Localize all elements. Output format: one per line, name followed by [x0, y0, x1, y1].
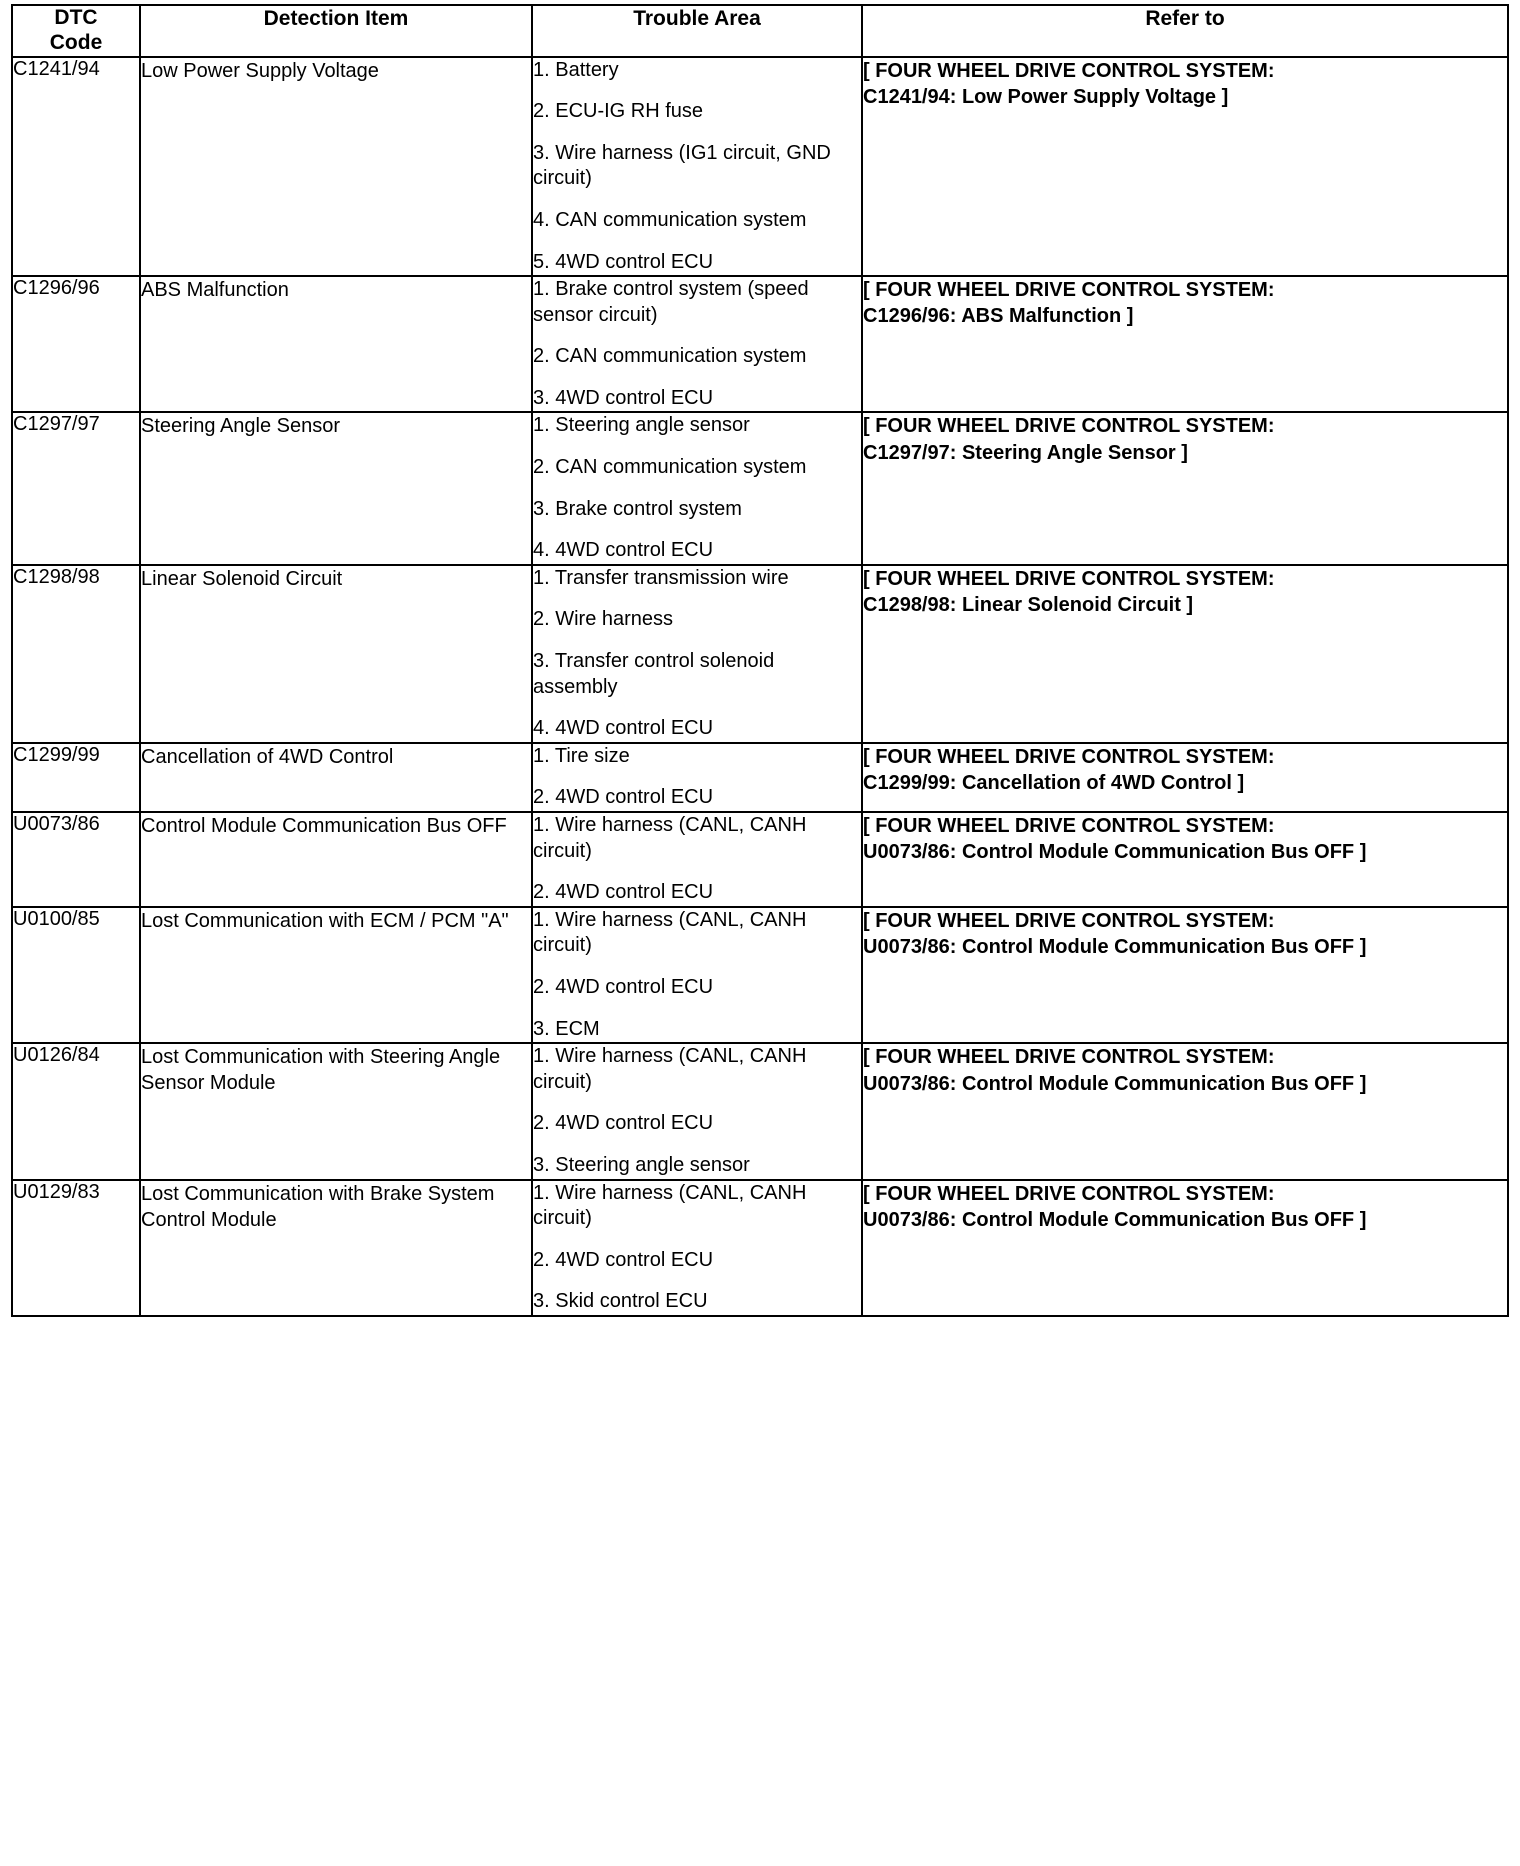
refer-to-line-1: [ FOUR WHEEL DRIVE CONTROL SYSTEM: [863, 815, 1275, 837]
refer-to-line-2: U0073/86: Control Module Communication Bus OFF ] [863, 936, 1367, 959]
table-body [12, 57, 1508, 1316]
table-header-row [12, 5, 1508, 57]
cell-detection-item: Linear Solenoid Circuit [140, 565, 532, 743]
cell-detection-item: ABS Malfunction [140, 276, 532, 412]
cell-refer-to [862, 1043, 1508, 1179]
cell-refer-to [862, 812, 1508, 907]
table-row [12, 812, 1508, 907]
cell-trouble-area [532, 565, 862, 743]
trouble-area-item: 1. Transfer transmission wire [533, 566, 789, 589]
column-header-refer-to: Refer to [862, 5, 1508, 57]
trouble-area-item: 4. 4WD control ECU [533, 717, 714, 740]
table-row [12, 276, 1508, 412]
trouble-area-item: 1. Wire harness (CANL, CANH circuit) [533, 908, 807, 957]
table-row [12, 1180, 1508, 1316]
refer-to-line-1: [ FOUR WHEEL DRIVE CONTROL SYSTEM: [863, 745, 1275, 768]
cell-dtc-code: C1296/96 [12, 276, 140, 412]
cell-refer-to [862, 1180, 1508, 1316]
refer-to-line-2: U0073/86: Control Module Communication Bus OFF ] [863, 1072, 1367, 1095]
cell-detection-item: Steering Angle Sensor [140, 412, 532, 564]
trouble-area-item: 1. Wire harness (CANL, CANH circuit) [533, 814, 807, 862]
table-row [12, 1043, 1508, 1179]
cell-trouble-area [532, 1180, 862, 1316]
trouble-area-item: 3. ECM [533, 1017, 600, 1040]
refer-to-line-1: [ FOUR WHEEL DRIVE CONTROL SYSTEM: [863, 59, 1275, 82]
column-header-dtc-code-line2: Code [49, 30, 103, 54]
trouble-area-item: 1. Steering angle sensor [533, 414, 750, 437]
trouble-area-item: 2. CAN communication system [533, 456, 807, 479]
refer-to-line-2: C1241/94: Low Power Supply Voltage ] [863, 85, 1229, 108]
refer-to-line-1: [ FOUR WHEEL DRIVE CONTROL SYSTEM: [863, 279, 1275, 302]
cell-trouble-area [532, 276, 862, 412]
cell-detection-item: Lost Communication with ECM / PCM "A" [140, 907, 532, 1043]
trouble-area-item: 2. 4WD control ECU [533, 1248, 714, 1271]
cell-dtc-code: C1297/97 [12, 412, 140, 564]
table-row [12, 565, 1508, 743]
trouble-area-item: 2. 4WD control ECU [533, 786, 714, 809]
trouble-area-item: 3. 4WD control ECU [533, 386, 714, 409]
cell-dtc-code: U0100/85 [12, 907, 140, 1043]
trouble-area-item: 1. Brake control system (speed sensor circuit) [533, 278, 809, 326]
trouble-area-item: 3. Wire harness (IG1 circuit, GND circuit) [533, 141, 831, 190]
refer-to-line-1: [ FOUR WHEEL DRIVE CONTROL SYSTEM: [863, 1046, 1275, 1069]
trouble-area-item: 2. Wire harness [533, 608, 674, 631]
column-header-detection-item: Detection Item [140, 5, 532, 57]
cell-dtc-code: U0073/86 [12, 812, 140, 907]
cell-trouble-area [532, 907, 862, 1043]
cell-trouble-area [532, 412, 862, 564]
cell-detection-item: Low Power Supply Voltage [140, 57, 532, 277]
cell-detection-item: Lost Communication with Steering Angle Sensor Module [140, 1043, 532, 1179]
trouble-area-item: 2. ECU-IG RH fuse [533, 100, 704, 123]
cell-refer-to [862, 412, 1508, 564]
cell-trouble-area [532, 743, 862, 812]
trouble-area-item: 1. Battery [533, 58, 619, 81]
cell-refer-to [862, 276, 1508, 412]
cell-dtc-code: U0126/84 [12, 1043, 140, 1179]
cell-refer-to [862, 743, 1508, 812]
refer-to-line-1: [ FOUR WHEEL DRIVE CONTROL SYSTEM: [863, 1182, 1275, 1205]
cell-detection-item: Control Module Communication Bus OFF [140, 812, 532, 907]
table-row [12, 907, 1508, 1043]
refer-to-line-2: C1299/99: Cancellation of 4WD Control ] [863, 772, 1245, 795]
cell-dtc-code: C1241/94 [12, 57, 140, 277]
trouble-area-item: 5. 4WD control ECU [533, 250, 714, 273]
trouble-area-item: 2. 4WD control ECU [533, 975, 714, 998]
trouble-area-item: 3. Skid control ECU [533, 1290, 708, 1313]
refer-to-line-2: C1297/97: Steering Angle Sensor ] [863, 441, 1188, 464]
refer-to-line-2: C1296/96: ABS Malfunction ] [863, 305, 1134, 328]
refer-to-line-1: [ FOUR WHEEL DRIVE CONTROL SYSTEM: [863, 567, 1275, 590]
trouble-area-item: 3. Transfer control solenoid assembly [533, 650, 775, 698]
refer-to-line-1: [ FOUR WHEEL DRIVE CONTROL SYSTEM: [863, 909, 1275, 932]
column-header-trouble-area: Trouble Area [532, 5, 862, 57]
cell-dtc-code: C1298/98 [12, 565, 140, 743]
cell-trouble-area [532, 812, 862, 907]
table-row [12, 743, 1508, 812]
cell-refer-to [862, 565, 1508, 743]
cell-trouble-area [532, 1043, 862, 1179]
trouble-area-item: 2. CAN communication system [533, 345, 807, 368]
column-header-dtc-code-line1: DTC [54, 6, 98, 29]
cell-refer-to [862, 907, 1508, 1043]
table-row [12, 57, 1508, 277]
trouble-area-item: 1. Tire size [533, 744, 630, 767]
cell-refer-to [862, 57, 1508, 277]
dtc-table [11, 4, 1509, 1317]
trouble-area-item: 2. 4WD control ECU [533, 881, 714, 904]
trouble-area-item: 4. 4WD control ECU [533, 539, 714, 562]
refer-to-line-2: U0073/86: Control Module Communication Bus OFF ] [863, 1208, 1367, 1231]
cell-trouble-area [532, 57, 862, 277]
trouble-area-item: 4. CAN communication system [533, 208, 807, 231]
cell-detection-item: Lost Communication with Brake System Control Module [140, 1180, 532, 1316]
refer-to-line-2: U0073/86: Control Module Communication Bus OFF ] [863, 841, 1367, 864]
trouble-area-item: 1. Wire harness (CANL, CANH circuit) [533, 1045, 807, 1093]
cell-dtc-code: C1299/99 [12, 743, 140, 812]
cell-detection-item: Cancellation of 4WD Control [140, 743, 532, 812]
trouble-area-item: 1. Wire harness (CANL, CANH circuit) [533, 1181, 807, 1230]
table-row [12, 412, 1508, 564]
cell-dtc-code: U0129/83 [12, 1180, 140, 1316]
table-header [12, 5, 1508, 57]
refer-to-line-1: [ FOUR WHEEL DRIVE CONTROL SYSTEM: [863, 415, 1275, 438]
refer-to-line-2: C1298/98: Linear Solenoid Circuit ] [863, 594, 1194, 617]
trouble-area-item: 3. Steering angle sensor [533, 1153, 750, 1176]
trouble-area-item: 2. 4WD control ECU [533, 1112, 714, 1135]
trouble-area-item: 3. Brake control system [533, 497, 742, 520]
column-header-dtc-code [12, 5, 140, 57]
